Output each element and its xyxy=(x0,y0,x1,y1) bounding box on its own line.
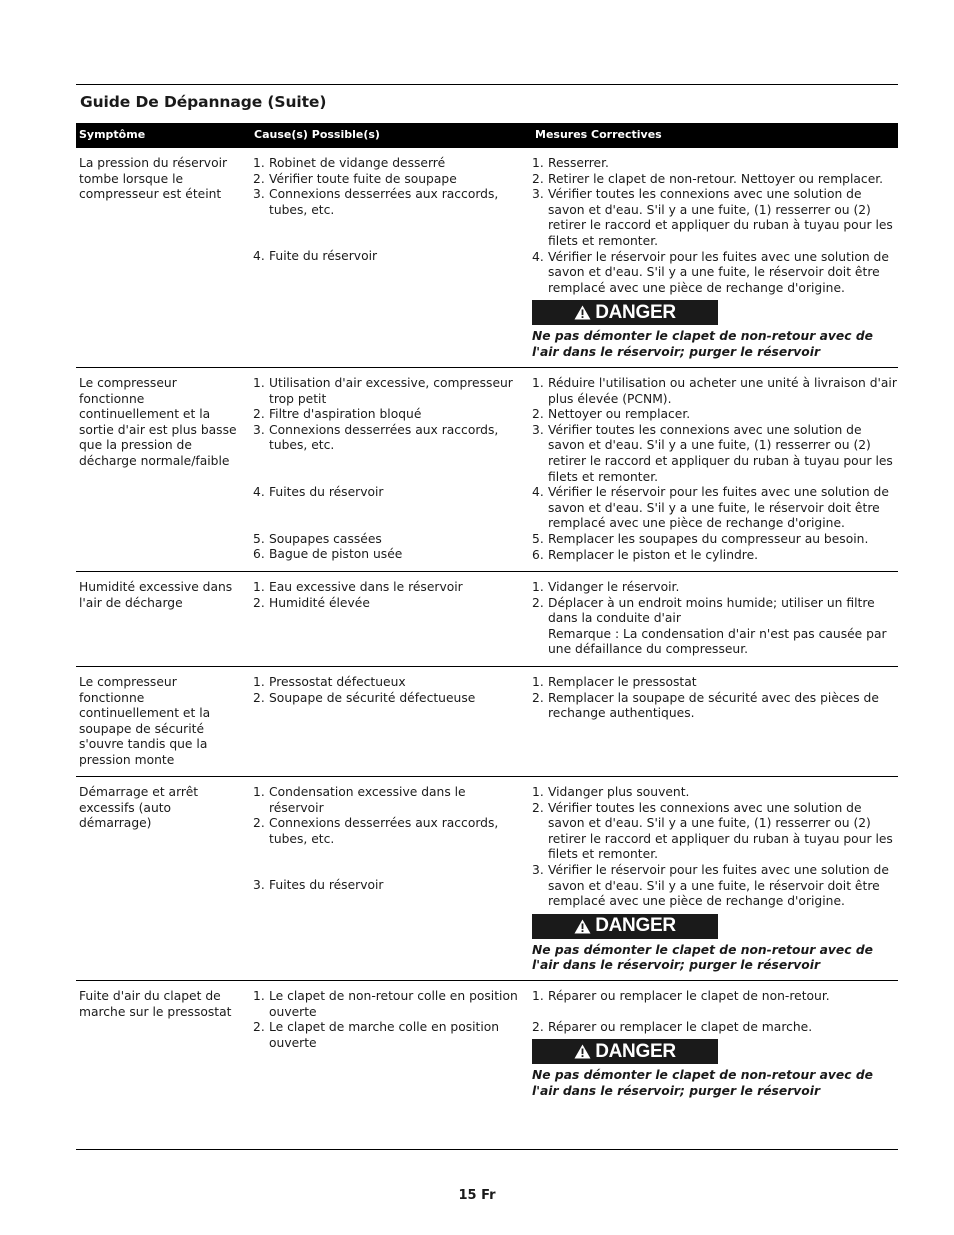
header-symptom: Symptôme xyxy=(79,128,146,141)
fixes-cell xyxy=(532,580,898,658)
table-row xyxy=(76,368,898,572)
causes-cell xyxy=(253,675,523,706)
causes-cell xyxy=(253,156,523,265)
fixes-cell xyxy=(532,675,898,722)
fix-item: 1. Vidanger plus souvent. xyxy=(532,785,690,799)
page-title: Guide De Dépannage (Suite) xyxy=(80,93,327,111)
cause-item: 1. Condensation excessive dans le réservoir xyxy=(253,785,466,815)
symptom-cell: La pression du réservoir tombe lorsque le compresseur est éteint xyxy=(79,156,228,202)
fix-item: 2. Retirer le clapet de non-retour. Nettoyer ou remplacer. xyxy=(532,171,884,186)
cause-item: 2. Humidité élevée xyxy=(253,595,370,610)
warning-triangle-icon xyxy=(574,919,591,934)
warning-triangle-icon xyxy=(574,1044,591,1059)
danger-message: Ne pas démonter le clapet de non-retour avec de l'air dans le réservoir; purger le réservoir xyxy=(532,942,873,973)
bottom-rule xyxy=(76,1149,898,1150)
fix-item: 3. Vérifier toutes les connexions avec une solution de savon et d'eau. S'il y a une fuite, (1) resserrer ou (2) retirer le raccord et appliquer du ruban à tuyau pour les filets et remonter. xyxy=(532,187,893,248)
symptom-cell: Le compresseur fonctionne continuellement et la soupape de sécurité s'ouvre tandis que la pression monte xyxy=(79,675,211,767)
causes-cell xyxy=(253,580,523,611)
danger-label: DANGER xyxy=(595,915,676,937)
danger-banner xyxy=(532,300,718,325)
header-fixes: Mesures Correctives xyxy=(535,128,662,141)
fix-item: 3. Vérifier le réservoir pour les fuites avec une solution de savon et d'eau. S'il y a une fuite, le réservoir doit être remplacé avec une pièce de rechange d'origine. xyxy=(532,862,889,909)
table-row xyxy=(76,981,898,1151)
fix-item: 6. Remplacer le piston et le cylindre. xyxy=(532,547,759,562)
symptom-cell: Fuite d'air du clapet de marche sur le pressostat xyxy=(79,989,232,1019)
cause-item: 2. Connexions desserrées aux raccords, tubes, etc. xyxy=(253,816,499,846)
fix-item: 1. Vidanger le réservoir. xyxy=(532,580,680,594)
causes-cell xyxy=(253,376,523,563)
table-header xyxy=(76,123,898,148)
symptom-cell: Humidité excessive dans l'air de décharge xyxy=(79,580,233,610)
cause-item: 1. Pressostat défectueux xyxy=(253,675,406,689)
cause-item: 2. Le clapet de marche colle en position ouverte xyxy=(253,1020,500,1050)
table-row xyxy=(76,777,898,981)
danger-label: DANGER xyxy=(595,302,676,324)
top-rule xyxy=(76,84,898,85)
danger-message: Ne pas démonter le clapet de non-retour avec de l'air dans le réservoir; purger le réservoir xyxy=(532,329,873,359)
cause-item: 4. Fuites du réservoir xyxy=(253,484,384,499)
fix-item: 2. Nettoyer ou remplacer. xyxy=(532,407,691,422)
troubleshooting-table xyxy=(76,148,898,1151)
cause-item: 1. Robinet de vidange desserré xyxy=(253,156,446,170)
warning-triangle-icon xyxy=(574,305,591,320)
fix-note: Remarque : La condensation d'air n'est pas causée par une défaillance du compresseur. xyxy=(548,626,887,657)
fix-item: 2. Déplacer à un endroit moins humide; utiliser un filtre dans la conduite d'air xyxy=(532,595,875,626)
table-row xyxy=(76,667,898,777)
cause-item: 5. Soupapes cassées xyxy=(253,531,382,546)
fix-item: 3. Vérifier toutes les connexions avec une solution de savon et d'eau. S'il y a une fuite, (1) resserrer ou (2) retirer le raccord et appliquer du ruban à tuyau pour les filets et remonter. xyxy=(532,422,893,484)
table-row xyxy=(76,148,898,368)
symptom-cell: Démarrage et arrêt excessifs (auto démarrage) xyxy=(79,785,199,831)
danger-banner xyxy=(532,1039,718,1064)
cause-item: 1. Utilisation d'air excessive, compresseur trop petit xyxy=(253,376,513,406)
cause-item: 1. Eau excessive dans le réservoir xyxy=(253,580,463,594)
fixes-cell xyxy=(532,989,898,1099)
causes-cell xyxy=(253,989,523,1051)
causes-cell xyxy=(253,785,523,894)
danger-message: Ne pas démonter le clapet de non-retour avec de l'air dans le réservoir; purger le réservoir xyxy=(532,1068,873,1098)
fixes-cell xyxy=(532,785,898,974)
cause-item: 2. Filtre d'aspiration bloqué xyxy=(253,407,422,422)
fix-item: 5. Remplacer les soupapes du compresseur au besoin. xyxy=(532,531,869,546)
cause-item: 1. Le clapet de non-retour colle en position ouverte xyxy=(253,989,518,1019)
fix-item: 4. Vérifier le réservoir pour les fuites avec une solution de savon et d'eau. S'il y a une fuite, le réservoir doit être remplacé avec une pièce de rechange d'origine. xyxy=(532,485,889,531)
cause-item: 3. Connexions desserrées aux raccords, tubes, etc. xyxy=(253,187,499,217)
header-causes: Cause(s) Possible(s) xyxy=(254,128,380,141)
cause-item: 2. Soupape de sécurité défectueuse xyxy=(253,690,476,705)
fix-item: 1. Remplacer le pressostat xyxy=(532,675,697,689)
danger-banner xyxy=(532,914,718,939)
fix-item: 2. Réparer ou remplacer le clapet de marche. xyxy=(532,1019,813,1034)
cause-item: 2. Vérifier toute fuite de soupape xyxy=(253,171,457,186)
danger-label: DANGER xyxy=(595,1040,676,1062)
fix-item: 1. Resserrer. xyxy=(532,156,609,170)
fix-item: 2. Vérifier toutes les connexions avec une solution de savon et d'eau. S'il y a une fuite, (1) resserrer ou (2) retirer le raccord et appliquer du ruban à tuyau pour les filets et remonter. xyxy=(532,800,893,862)
fix-item: 4. Vérifier le réservoir pour les fuites avec une solution de savon et d'eau. S'il y a une fuite, le réservoir doit être remplacé avec une pièce de rechange d'origine. xyxy=(532,249,889,295)
fix-item: 1. Réparer ou remplacer le clapet de non-retour. xyxy=(532,989,830,1003)
cause-item: 6. Bague de piston usée xyxy=(253,547,403,562)
cause-item: 4. Fuite du réservoir xyxy=(253,249,378,264)
cause-item: 3. Connexions desserrées aux raccords, tubes, etc. xyxy=(253,422,499,453)
fix-item: 2. Remplacer la soupape de sécurité avec des pièces de rechange authentiques. xyxy=(532,690,879,721)
page-number: 15 Fr xyxy=(458,1188,496,1203)
cause-item: 3. Fuites du réservoir xyxy=(253,878,384,893)
table-row xyxy=(76,572,898,667)
fixes-cell xyxy=(532,156,898,361)
fix-item: 1. Réduire l'utilisation ou acheter une unité à livraison d'air plus élevée (PCNM). xyxy=(532,376,897,406)
fixes-cell xyxy=(532,376,898,563)
symptom-cell: Le compresseur fonctionne continuellement et la sortie d'air est plus basse que la pression de décharge normale/faible xyxy=(79,376,237,468)
